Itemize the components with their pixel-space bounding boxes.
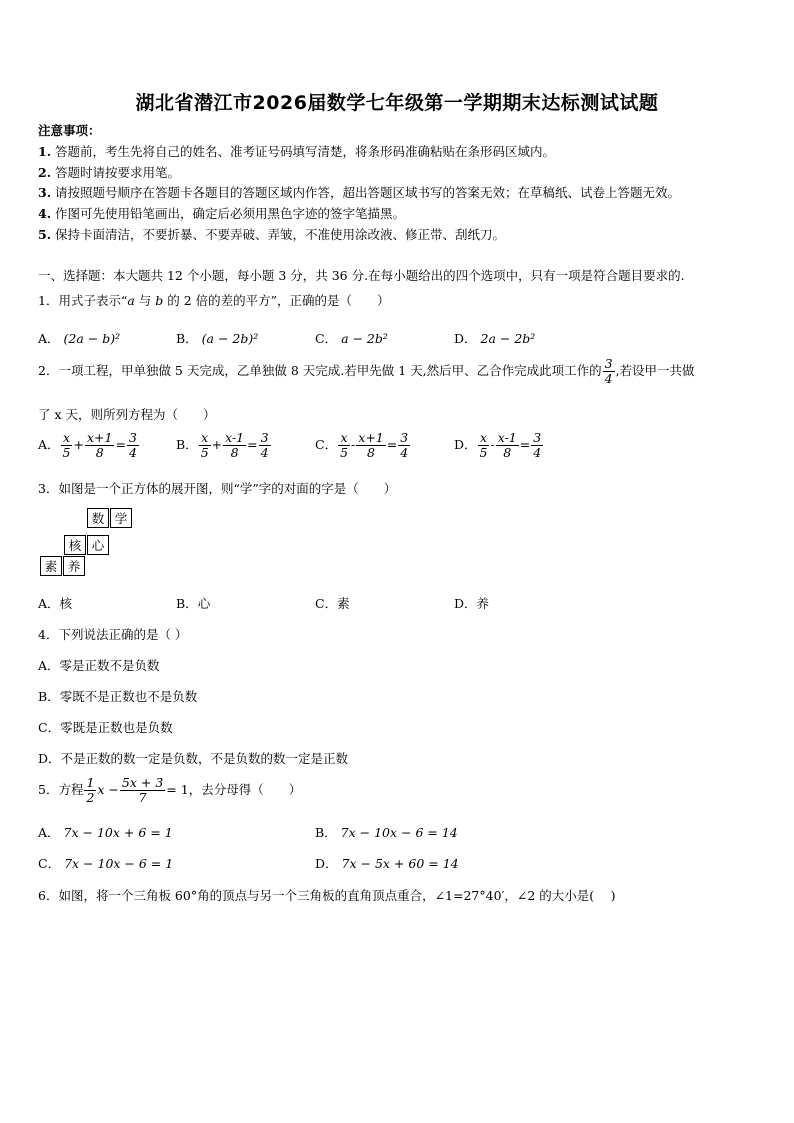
notice-text: 答题时请按要求用笔。 xyxy=(55,165,181,180)
numerator: x xyxy=(478,431,490,446)
option-expr: 7x − 10x − 6 = 1 xyxy=(64,856,174,871)
option-text: 零既是正数也是负数 xyxy=(60,720,173,735)
q5-mid: x − xyxy=(97,782,119,797)
net-cell: 学 xyxy=(110,508,132,528)
numerator: 3 xyxy=(400,430,409,445)
q4-option-a[interactable] xyxy=(38,656,160,674)
option-label: A． xyxy=(38,596,60,611)
notice-num: 3. xyxy=(38,185,52,200)
option-label: A． xyxy=(38,658,60,673)
page-title: 湖北省潜江市2026届数学七年级第一学期期末达标测试试题 xyxy=(135,92,659,114)
fraction xyxy=(61,431,73,460)
fraction xyxy=(85,431,114,460)
denominator: 4 xyxy=(128,445,137,460)
q2-fraction xyxy=(603,357,615,386)
option-expr: 7x − 10x + 6 = 1 xyxy=(63,825,173,840)
q1-text-c: 的 2 倍的差的平方”，正确的是（ ） xyxy=(163,293,390,308)
q2-option-a[interactable]: A． $\frac{x}{5}$ + $\frac{x+1}{8}$ = $\frac{3}{4}$ xyxy=(38,430,137,460)
operator: + xyxy=(73,437,84,452)
q1-text-b: 与 xyxy=(134,293,156,308)
denominator: 8 xyxy=(367,445,375,460)
q5-option-a[interactable] xyxy=(38,823,173,841)
operator: - xyxy=(490,437,495,452)
numerator: x-1 xyxy=(225,430,245,445)
numerator: 1 xyxy=(86,775,95,790)
operator: - xyxy=(351,437,356,452)
numerator: 5x + 3 xyxy=(121,775,164,790)
q1-option-b[interactable] xyxy=(176,329,258,347)
option-label: B． xyxy=(38,689,60,704)
q1-option-d[interactable] xyxy=(454,329,535,347)
denominator: 5 xyxy=(340,445,349,460)
option-text: 不是正数的数一定是负数，不是负数的数一定是正数 xyxy=(60,751,349,766)
numerator: x xyxy=(61,431,73,446)
denominator: 5 xyxy=(200,445,209,460)
denominator: 4 xyxy=(260,445,269,460)
q3-option-b[interactable] xyxy=(176,594,210,612)
option-label: C． xyxy=(38,856,61,871)
option-expr: 7x − 5x + 60 = 14 xyxy=(341,856,459,871)
q2-option-c[interactable]: C． $\frac{x}{5}$ - $\frac{x+1}{8}$ = $\frac{3}{4}$ xyxy=(315,430,409,460)
net-cell: 素 xyxy=(40,556,62,576)
notice-text: 保持卡面清洁，不要折暴、不要弄破、弄皱，不准使用涂改液、修正带、刮纸刀。 xyxy=(55,227,506,242)
fraction xyxy=(120,776,165,805)
denominator: 7 xyxy=(138,790,147,805)
option-label: B． xyxy=(315,825,337,840)
operator: + xyxy=(211,437,223,452)
option-text: 核 xyxy=(59,596,73,611)
fraction xyxy=(199,431,211,460)
notice-num: 4. xyxy=(38,206,52,221)
option-label: C． xyxy=(38,720,61,735)
notice-item xyxy=(38,163,180,181)
question-1-stem xyxy=(38,291,390,309)
fraction xyxy=(398,431,410,460)
fraction xyxy=(259,431,271,460)
question-6-stem: 6．如图，将一个三角板 60°角的顶点与另一个三角板的直角顶点重合，∠1=27°40′，∠2 的大小是( ) xyxy=(38,888,616,903)
option-label: B． xyxy=(176,596,198,611)
q2-option-d[interactable]: D． $\frac{x}{5}$ - $\frac{x-1}{8}$ = $\frac{3}{4}$ xyxy=(454,430,542,460)
option-label: C． xyxy=(315,596,338,611)
q4-option-c[interactable] xyxy=(38,718,173,736)
notice-item xyxy=(38,183,680,201)
fraction xyxy=(338,431,350,460)
fraction xyxy=(84,776,96,805)
denominator: 4 xyxy=(400,445,409,460)
net-cell: 数 xyxy=(87,508,109,528)
fraction xyxy=(223,431,246,460)
option-label: C． xyxy=(315,331,338,346)
notice-text: 请按照题号顺序在答题卡各题目的答题区域内作答，超出答题区域书写的答案无效；在草稿纸、试卷上答题无效。 xyxy=(55,185,681,200)
q5-option-c[interactable] xyxy=(38,854,173,872)
question-5-stem xyxy=(38,776,301,805)
denominator: 8 xyxy=(503,445,512,460)
option-expr: 7x − 10x − 6 = 14 xyxy=(340,825,458,840)
notice-num: 1. xyxy=(38,144,52,159)
q3-option-d[interactable] xyxy=(454,594,489,612)
notice-item xyxy=(38,225,505,243)
q3-option-a[interactable] xyxy=(38,594,72,612)
question-2-stem-line2: 了 x 天，则所列方程为（ ） xyxy=(38,407,216,422)
numerator: x-1 xyxy=(497,430,517,445)
q2-text: 2．一项工程，甲单独做 5 天完成，乙单独做 8 天完成.若甲先做 1 天,然后甲、乙合作完成此项工作的 xyxy=(38,363,602,378)
q1-text-a: 1．用式子表示“ xyxy=(38,293,128,308)
question-3-stem: 3．如图是一个正方体的展开图，则“学”字的对面的字是（ ） xyxy=(38,481,397,496)
option-label: D． xyxy=(454,596,477,611)
numerator: 3 xyxy=(533,430,542,445)
option-label: C． xyxy=(315,437,338,452)
q1-var-b: b xyxy=(155,293,164,308)
notice-text: 作图可先使用铅笔画出，确定后必须用黑色字迹的签字笔描黑。 xyxy=(55,206,406,221)
numerator: x+1 xyxy=(358,430,384,445)
notice-item xyxy=(38,142,555,160)
net-cell: 核 xyxy=(64,535,86,555)
fraction xyxy=(496,431,519,460)
numerator: 3 xyxy=(128,430,137,445)
q5-text-a: 5．方程 xyxy=(38,782,84,797)
option-expr: (a − 2b)² xyxy=(201,331,259,346)
net-cell: 养 xyxy=(63,556,85,576)
fraction xyxy=(478,431,490,460)
fraction xyxy=(356,431,385,460)
q3-option-c[interactable] xyxy=(315,594,350,612)
notice-text: 答题前，考生先将自己的姓名、准考证号码填写清楚，将条形码准确粘贴在条形码区域内。 xyxy=(55,144,556,159)
option-label: D． xyxy=(315,856,338,871)
q4-option-b[interactable] xyxy=(38,687,197,705)
denominator: 5 xyxy=(62,445,71,460)
question-4-stem: 4．下列说法正确的是（ ） xyxy=(38,627,188,642)
option-label: D． xyxy=(454,437,477,452)
q5-option-b[interactable] xyxy=(315,823,458,841)
numerator: x+1 xyxy=(86,430,113,445)
notice-heading: 注意事项： xyxy=(38,123,101,138)
option-expr: a − 2b² xyxy=(341,331,388,346)
numerator: 3 xyxy=(604,356,613,371)
option-label: B． xyxy=(176,437,198,452)
numerator: x xyxy=(338,431,350,446)
q5-option-d[interactable] xyxy=(315,854,459,872)
q1-option-a[interactable] xyxy=(38,329,120,347)
notice-item xyxy=(38,204,405,222)
denominator: 8 xyxy=(95,445,104,460)
option-label: A． xyxy=(38,437,60,452)
q1-var-a: a xyxy=(127,293,135,308)
denominator: 4 xyxy=(533,445,542,460)
option-text: 心 xyxy=(197,596,211,611)
q1-option-c[interactable] xyxy=(315,329,388,347)
option-label: A． xyxy=(38,331,60,346)
denominator: 5 xyxy=(479,445,488,460)
question-2-stem xyxy=(38,357,695,386)
option-label: D． xyxy=(454,331,477,346)
fraction xyxy=(127,431,139,460)
numerator: 3 xyxy=(260,430,269,445)
numerator: x xyxy=(199,431,211,446)
option-label: D． xyxy=(38,751,61,766)
q4-option-d[interactable] xyxy=(38,749,348,767)
denominator: 8 xyxy=(230,445,239,460)
fraction xyxy=(531,431,543,460)
option-expr: 2a − 2b² xyxy=(480,331,536,346)
q5-text-b: = 1，去分母得（ ） xyxy=(166,782,302,797)
q2-text-end: ,若设甲一共做 xyxy=(615,363,695,378)
option-label: A． xyxy=(38,825,60,840)
option-text: 零既不是正数也不是负数 xyxy=(59,689,198,704)
denominator: 4 xyxy=(604,371,613,386)
notice-num: 2. xyxy=(38,165,52,180)
option-expr: (2a − b)² xyxy=(63,331,121,346)
option-text: 零是正数不是负数 xyxy=(59,658,160,673)
option-text: 素 xyxy=(337,596,350,611)
denominator: 2 xyxy=(86,790,95,805)
net-cell: 心 xyxy=(87,535,109,555)
q2-option-b[interactable]: B． $\frac{x}{5}$ + $\frac{x-1}{8}$ = $\frac{3}{4}$ xyxy=(176,430,269,460)
section-heading: 一、选择题：本大题共 12 个小题，每小题 3 分，共 36 分.在每小题给出的四个选项中，只有一项是符合题目要求的. xyxy=(38,268,685,283)
option-text: 养 xyxy=(476,596,490,611)
notice-num: 5. xyxy=(38,227,52,242)
option-label: B． xyxy=(176,331,198,346)
